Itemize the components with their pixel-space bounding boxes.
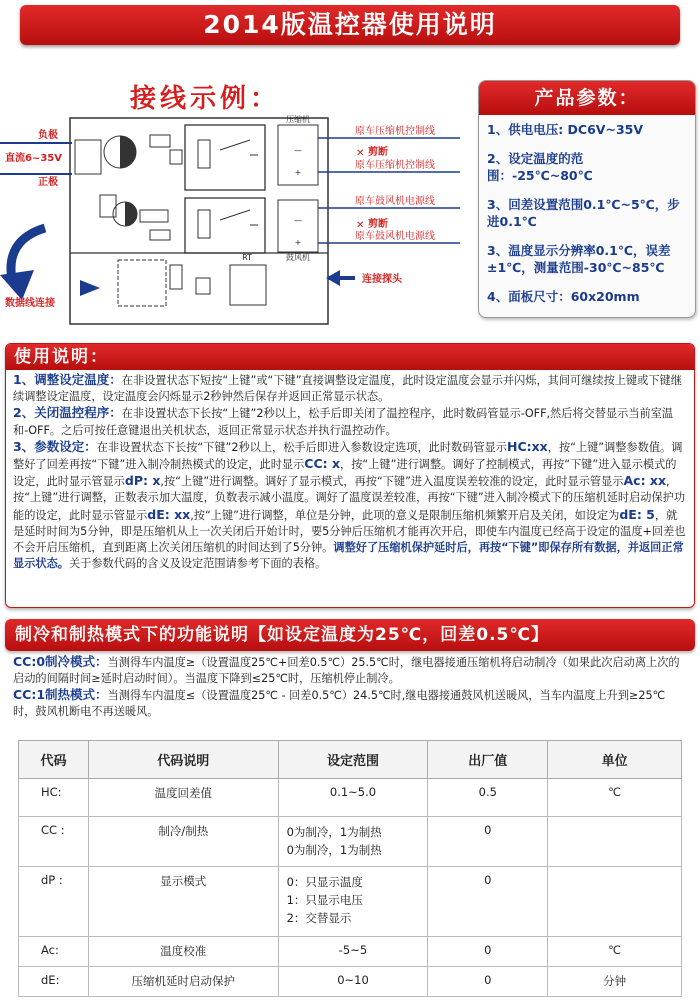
table-row: HC: 温度回差值 0.1~5.0 0.5 ℃	[19, 779, 682, 817]
param-item: 3、回差设置范围0.1℃~5℃，步进0.1℃	[487, 197, 680, 229]
fan-minus: —	[294, 216, 302, 225]
mode-cc1: CC:1制热模式：当测得车内温度≤（设置温度25℃ - 回差0.5℃）24.5℃时,继电器接通鼓风机送暖风，当车内温度上升到≥25℃时，鼓风机断电不再送暖风。	[13, 687, 666, 718]
wiring-title: 接线示例：	[130, 84, 281, 114]
params-list	[479, 115, 695, 318]
fan-box-label: 鼓风机	[286, 253, 310, 262]
comp-line2-label: 原车压缩机控制线	[355, 160, 435, 171]
comp-line1-label: 原车压缩机控制线	[355, 126, 435, 137]
mode-cc0: CC:0制冷模式：当测得车内温度≥（设置温度25℃+回差0.5℃）25.5℃时，继电器接通压缩机将启动制冷（如果此次启动离上次的启动的间隔时间≥延时启动时间）。当温度下降到≤25℃时，压缩机停止制冷。	[13, 654, 680, 685]
col-unit: 单位	[548, 741, 682, 779]
table-row: CC : 制冷/制热 0为制冷，1为制热 0为制冷，1为制热 0	[19, 817, 682, 867]
params-title: 产品参数：	[479, 81, 695, 115]
probe-label: 连接探头	[362, 274, 402, 285]
col-default: 出厂值	[428, 741, 548, 779]
neg-label: 负极	[38, 130, 58, 141]
page-title: 2014版温控器使用说明	[20, 5, 680, 45]
col-code: 代码	[19, 741, 89, 779]
svg-text:✕: ✕	[356, 220, 365, 231]
dc-label: 直流6~35V	[5, 153, 62, 164]
rt-label: RT	[242, 253, 252, 262]
compressor-plus: +	[294, 168, 302, 177]
usage-instructions	[5, 343, 695, 608]
usage-title: 使用说明：	[6, 344, 694, 370]
usage-step-3: 3、参数设定：在非设置状态下长按“下键”2秒以上，松手后即进入参数设定选项，此时数码管显示HC:xx，按“上键”调整参数值。调整好了回差再按“下键”进入制冷制热模式的设定，此时显示CC: x，按“上键”进行调整。调好了控制模式，再按“下键”进入显示模式的设定，此时显示管显示dP: x,按“上键”进行调整。调好了显示模式，再按“下键”进入温度误差较准的设定，此时显示管显示Ac: xx,按“上键”进行调整，正数表示加大温度，负数表示减小温度。调好了温度误差较准，再按“下键”进入制冷模式下的压缩机延时启动保护功能的设定，此时显示管显示dE: xx,按“上键”进行调整，单位是分钟，此项的意义是限制压缩机频繁开启及关闭，如设定为dE: 5，就是延时时间为5分钟，即是压缩机从上一次关闭后开始计时，要5分钟后压缩机才能再次开启，即使车内温度已经高于设定的温度+回差也不会开启压缩机，直到距离上次关闭压缩机的时间达到了5分钟。调整好了压缩机保护延时后，再按“下键”即保存所有数据，并返回正常显示状态。关于参数代码的含义及设定范围请参考下面的表格。	[13, 438, 686, 571]
param-item: 2、设定温度的范围：-25℃~80℃	[487, 151, 593, 183]
compressor-minus: —	[294, 146, 302, 155]
wiring-diagram	[0, 110, 470, 325]
table-row: dE: 压缩机延时启动保护 0~10 0 分钟	[19, 967, 682, 997]
param-item: 3、温度显示分辨率0.1℃，误差±1℃，测量范围-30℃~85℃	[487, 243, 671, 275]
table-row: dP : 显示模式 0：只显示温度 1：只显示电压 2：交替显示 0	[19, 867, 682, 937]
data-line-label: 数据线连接	[5, 298, 55, 309]
fan-line1-label: 原车鼓风机电源线	[355, 196, 435, 207]
col-desc: 代码说明	[88, 741, 278, 779]
modes-description	[5, 652, 695, 722]
svg-text:✕: ✕	[356, 148, 365, 159]
col-range: 设定范围	[278, 741, 428, 779]
usage-step-2: 2、关闭温控程序：在非设置状态下长按“上键”2秒以上，松手后即关闭了温控程序，此时数码管显示-OFF,然后将交替显示当前室温和-OFF。之后可按任意键退出关机状态，返回正常显示状态并执行温控动作。	[13, 405, 674, 437]
fan-line2-label: 原车鼓风机电源线	[355, 231, 435, 242]
parameter-table	[18, 740, 682, 997]
modes-title: 制冷和制热模式下的功能说明【如设定温度为25℃，回差0.5℃】	[5, 619, 695, 651]
param-item: 1、供电电压: DC6V~35V	[487, 122, 644, 137]
cut1-label: 剪断	[368, 147, 388, 158]
cut2-label: 剪断	[368, 219, 388, 230]
product-params-panel	[478, 80, 696, 318]
table-header-row	[19, 741, 682, 779]
table-row: Ac: 温度校准 -5~5 0 ℃	[19, 937, 682, 967]
pos-label: 正极	[38, 177, 58, 188]
usage-step-1: 1、调整设定温度：在非设置状态下短按“上键”或“下键”直接调整设定温度，此时设定温度会显示并闪烁，其间可继续按上键或下键继续调整设定温度，设定温度会闪烁显示2秒钟然后保存并返回正常显示状态。	[13, 372, 682, 404]
compressor-box-label: 压缩机	[286, 115, 310, 124]
fan-plus: +	[294, 238, 302, 247]
param-item: 4、面板尺寸：60x20mm	[487, 289, 640, 304]
